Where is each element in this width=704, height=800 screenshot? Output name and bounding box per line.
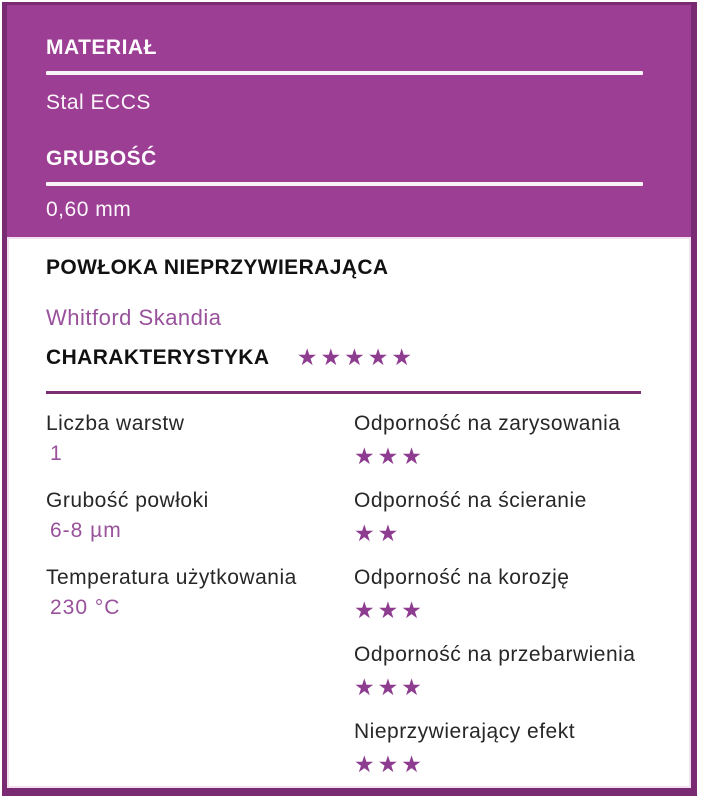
material-heading: MATERIAŁ bbox=[46, 36, 157, 59]
spec-value: 1 bbox=[50, 442, 63, 465]
spec-card bbox=[2, 2, 697, 796]
section-divider bbox=[46, 391, 641, 394]
rating-label: Odporność na przebarwienia bbox=[354, 643, 636, 666]
spec-row bbox=[46, 565, 341, 642]
characteristics-title: CHARAKTERYSTYKA bbox=[46, 346, 270, 369]
rating-label: Nieprzywierający efekt bbox=[354, 720, 576, 743]
thickness-value: 0,60 mm bbox=[46, 198, 132, 221]
thickness-heading: GRUBOŚĆ bbox=[46, 147, 157, 170]
rating-row bbox=[354, 642, 664, 719]
star-rating-icon: ★★ bbox=[354, 520, 402, 546]
right-ratings-column bbox=[354, 411, 664, 796]
left-specs-column bbox=[46, 411, 341, 642]
top-section bbox=[7, 5, 691, 237]
spec-label: Grubość powłoki bbox=[46, 489, 209, 512]
overall-star-rating-icon: ★★★★★ bbox=[296, 343, 415, 370]
rating-row bbox=[354, 411, 664, 488]
coating-brand: Whitford Skandia bbox=[46, 305, 222, 330]
material-value: Stal ECCS bbox=[46, 91, 151, 114]
spec-label: Liczba warstw bbox=[46, 412, 185, 435]
star-rating-icon: ★★★ bbox=[354, 443, 425, 469]
rating-row bbox=[354, 488, 664, 565]
spec-value: 230 °C bbox=[50, 596, 121, 619]
spec-label: Temperatura użytkowania bbox=[46, 566, 297, 589]
coating-title: POWŁOKA NIEPRZYWIERAJĄCA bbox=[46, 256, 389, 279]
spec-row bbox=[46, 488, 341, 565]
rating-row bbox=[354, 565, 664, 642]
material-underline bbox=[46, 71, 643, 75]
rating-row bbox=[354, 719, 664, 796]
star-rating-icon: ★★★ bbox=[354, 751, 425, 777]
characteristics-header bbox=[46, 343, 415, 370]
thickness-underline bbox=[46, 182, 643, 186]
spec-value: 6-8 µm bbox=[50, 519, 122, 542]
spec-row bbox=[46, 411, 341, 488]
star-rating-icon: ★★★ bbox=[354, 674, 425, 700]
star-rating-icon: ★★★ bbox=[354, 597, 425, 623]
rating-label: Odporność na ścieranie bbox=[354, 489, 587, 512]
rating-label: Odporność na korozję bbox=[354, 566, 570, 589]
rating-label: Odporność na zarysowania bbox=[354, 412, 621, 435]
